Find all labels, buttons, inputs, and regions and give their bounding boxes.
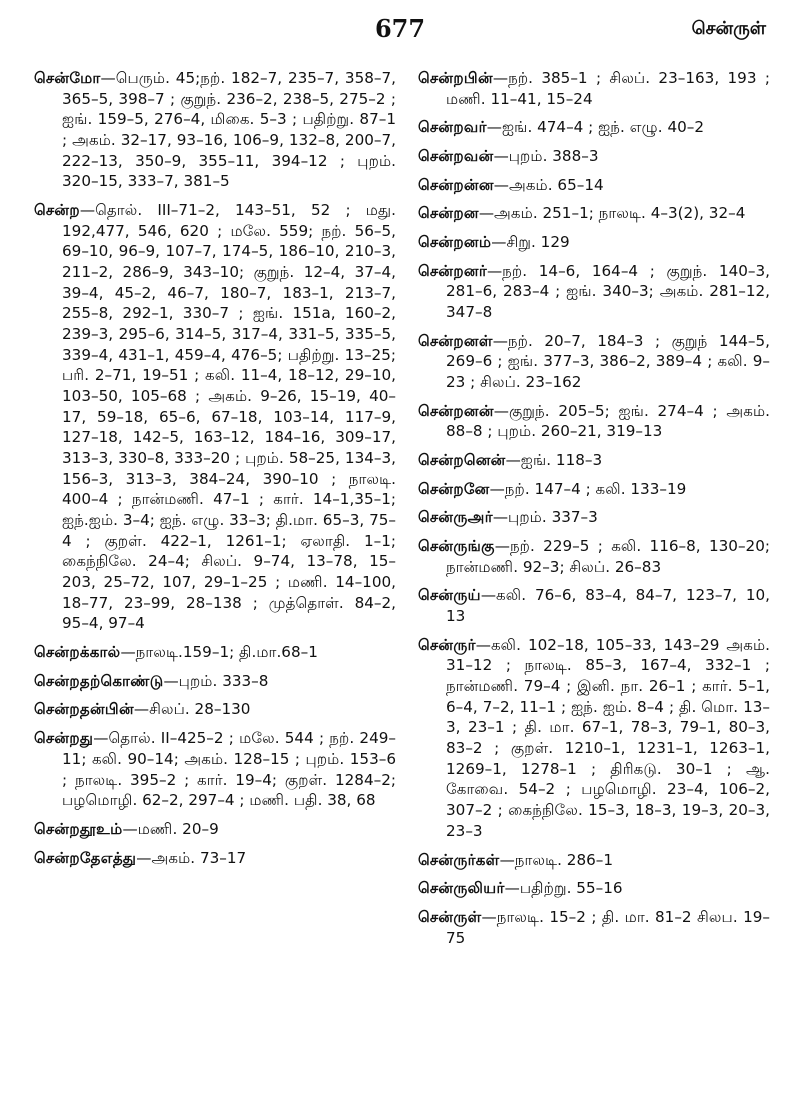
entry-headword: சென்ற	[34, 201, 80, 220]
entry-headword: சென்றனன்	[418, 401, 494, 420]
entry-references: —நாலடி. 15–2 ; தி. மா. 81–2 சிலப. 19–75	[446, 907, 770, 947]
entry-references: —மணி. 20–9	[122, 819, 219, 838]
index-entry	[418, 585, 770, 626]
index-entry	[34, 642, 396, 663]
entry-headword: சென்ருர்கள்	[418, 850, 500, 869]
entry-headword: சென்றவர்	[418, 118, 487, 137]
entry-headword: சென்றன	[418, 204, 479, 223]
index-entry	[418, 878, 770, 899]
index-entry	[34, 819, 396, 840]
index-entry	[418, 261, 770, 323]
entry-references: —அகம். 73–17	[136, 848, 247, 867]
entry-headword: சென்றனே	[418, 479, 490, 498]
entry-headword: சென்றதேஎத்து	[34, 848, 137, 867]
index-entry	[34, 848, 396, 869]
entry-references: —நற். 20–7, 184–3 ; குறுந் 144–5, 269–6 ; ஐங். 377–3, 386–2, 389–4 ; கலி. 9–23 ; சிலப். 23–162	[446, 331, 770, 392]
entry-references: —நாலடி. 286–1	[499, 850, 614, 869]
entry-references: —அகம். 65–14	[493, 175, 604, 194]
index-entry	[418, 68, 770, 109]
index-entry	[418, 146, 770, 167]
index-entry	[34, 671, 396, 692]
entry-references: —கலி. 102–18, 105–33, 143–29 அகம். 31–12 ; நாலடி. 85–3, 167–4, 332–1 ; நான்மணி. 79–4 ; இனி. நா. 26–1 ; கார். 5–1, 6–4, 7–2, 11–1 ; ஐந். ஐம். 8–4 ; தி. மொ. 13–3, 23–1 ; தி. மா. 67–1, 78–3, 79–1, 80–3, 83–2 ; குறள். 1210–1, 1231–1, 1263–1, 1269–1, 1278–1 ; திரிகடு. 30–1 ; ஆ. கோவை. 54–2 ; பழமொழி. 23–4, 106–2, 307–2 ; கைந்நிலே. 15–3, 18–3, 19–3, 20–3, 23–3	[446, 635, 770, 840]
entry-references: —நற். 147–4 ; கலி. 133–19	[489, 479, 687, 498]
index-entry	[418, 536, 770, 577]
index-entry	[418, 401, 770, 442]
entry-references: —சிறு. 129	[491, 233, 570, 252]
index-entry	[418, 507, 770, 528]
entry-references: —நற். 14–6, 164–4 ; குறுந். 140–3, 281–6, 283–4 ; ஐங். 340–3; அகம். 281–12, 347–8	[446, 261, 770, 322]
right-column	[418, 68, 770, 956]
index-entry	[418, 175, 770, 196]
entry-references: —பெரும். 45;நற். 182–7, 235–7, 358–7, 365–5, 398–7 ; குறுந். 236–2, 238–5, 275–2 ; ஐங். 159–5, 276–4, மிகை. 5–3 ; பதிற்று. 87–1 ; அகம். 32–17, 93–16, 106–9, 132–8, 200–7, 222–13, 350–9, 355–11, 394–12 ; புறம். 320–15, 333–7, 381–5	[62, 69, 396, 191]
running-head: சென்ருள்	[691, 18, 766, 39]
index-entry	[418, 331, 770, 393]
index-entry	[418, 907, 770, 948]
entry-headword: சென்றனர்	[418, 261, 487, 280]
index-entry	[418, 479, 770, 500]
index-entry	[418, 203, 770, 224]
entry-headword: சென்ருள்	[418, 907, 482, 926]
entry-headword: சென்றவன்	[418, 147, 494, 166]
entry-headword: சென்றதூஉம்	[34, 819, 123, 838]
index-entry	[418, 635, 770, 842]
entry-references: —பதிற்று. 55–16	[504, 879, 623, 898]
entry-references: —புறம். 337–3	[492, 508, 598, 527]
entry-references: —கலி. 76–6, 83–4, 84–7, 123–7, 10, 13	[446, 586, 770, 626]
entry-headword: சென்றதன்பின்	[34, 700, 134, 719]
index-entry	[34, 68, 396, 192]
entry-headword: சென்றது	[34, 729, 94, 748]
entry-references: —தொல். III–71–2, 143–51, 52 ; மது. 192,477, 546, 620 ; மலே. 559; நற். 56–5, 69–10, 96–9, 107–7, 174–5, 186–10, 210–3, 211–2, 286–9, 343–10; குறுந். 12–4, 37–4, 39–4, 45–2, 46–7, 180–7, 183–1, 213–7, 255–8, 292–1, 330–7 ; ஐங். 151a, 160–2, 239–3, 295–6, 314–5, 317–4, 331–5, 335–5, 339–4, 431–1, 459–4, 476–5; பதிற்று. 13–25; பரி. 2–71, 19–51 ; கலி. 11–4, 18–12, 29–10, 103–50, 105–68 ; அகம். 9–26, 15–19, 40–17, 59–18, 65–6, 67–18, 103–14, 117–9, 127–18, 142–5, 163–12, 184–16, 309–17, 313–3, 330–8, 333–20 ; புறம். 58–25, 134–3, 156–3, 313–3, 384–24, 390–10 ; நாலடி. 400–4 ; நான்மணி. 47–1 ; கார். 14–1,35–1; ஐந்.ஐம். 3–4; ஐந். எழு. 33–3; தி.மா. 65–3, 75–4 ; குறள். 422–1, 1261–1; ஏலாதி. 1–1; கைந்நிலே. 24–4; சிலப். 9–74, 13–78, 15–203, 25–72, 107, 29–1–25 ; மணி. 14–100, 18–77, 23–99, 28–138 ; முத்தொள். 84–2, 95–4, 97–4	[62, 201, 396, 633]
index-entry	[418, 850, 770, 871]
entry-references: —ஐங். 474–4 ; ஐந். எழு. 40–2	[486, 118, 705, 137]
entry-headword: சென்மோ	[34, 69, 101, 87]
entry-references: —நாலடி.159–1; தி.மா.68–1	[120, 643, 318, 662]
entry-headword: சென்றக்கால்	[34, 643, 121, 662]
entry-headword: சென்ருங்கு	[418, 537, 495, 556]
index-entry	[418, 117, 770, 138]
entry-headword: சென்ருஅர்	[418, 508, 493, 527]
entry-references: —குறுந். 205–5; ஐங். 274–4 ; அகம். 88–8 ; புறம். 260–21, 319–13	[446, 401, 770, 441]
index-entry	[34, 728, 396, 811]
entry-headword: சென்ருர்	[418, 635, 476, 654]
entry-references: —நற். 385–1 ; சிலப். 23–163, 193 ; மணி. 11–41, 15–24	[446, 69, 770, 108]
index-entry	[418, 450, 770, 471]
entry-references: —புறம். 388–3	[493, 147, 599, 166]
entry-headword: சென்றனள்	[418, 331, 493, 350]
left-column	[34, 68, 396, 876]
entry-headword: சென்றனென்	[418, 451, 506, 470]
entry-headword: சென்றன்ன	[418, 175, 494, 194]
entry-headword: சென்ருலியர்	[418, 879, 505, 898]
entry-references: —ஐங். 118–3	[505, 451, 603, 470]
page-number: 677	[374, 14, 426, 43]
entry-references: —சிலப். 28–130	[133, 700, 251, 719]
entry-headword: சென்றனம்	[418, 233, 492, 252]
entry-headword: சென்றதற்கொண்டு	[34, 671, 164, 690]
entry-references: —புறம். 333–8	[163, 671, 269, 690]
entry-references: —தொல். II–425–2 ; மலே. 544 ; நற். 249–11; கலி. 90–14; அகம். 128–15 ; புறம். 153–6 ; நாலடி. 395–2 ; கார். 19–4; குறள். 1284–2; பழமொழி. 62–2, 297–4 ; மணி. பதி. 38, 68	[62, 729, 396, 810]
entry-headword: சென்ருய்	[418, 586, 481, 605]
index-entry	[34, 699, 396, 720]
index-entry	[34, 200, 396, 634]
entry-headword: சென்றபின்	[418, 69, 493, 87]
index-entry	[418, 232, 770, 253]
entry-references: —நற். 229–5 ; கலி. 116–8, 130–20; நான்மணி. 92–3; சிலப். 26–83	[446, 537, 770, 576]
entry-references: —அகம். 251–1; நாலடி. 4–3(2), 32–4	[478, 204, 746, 223]
